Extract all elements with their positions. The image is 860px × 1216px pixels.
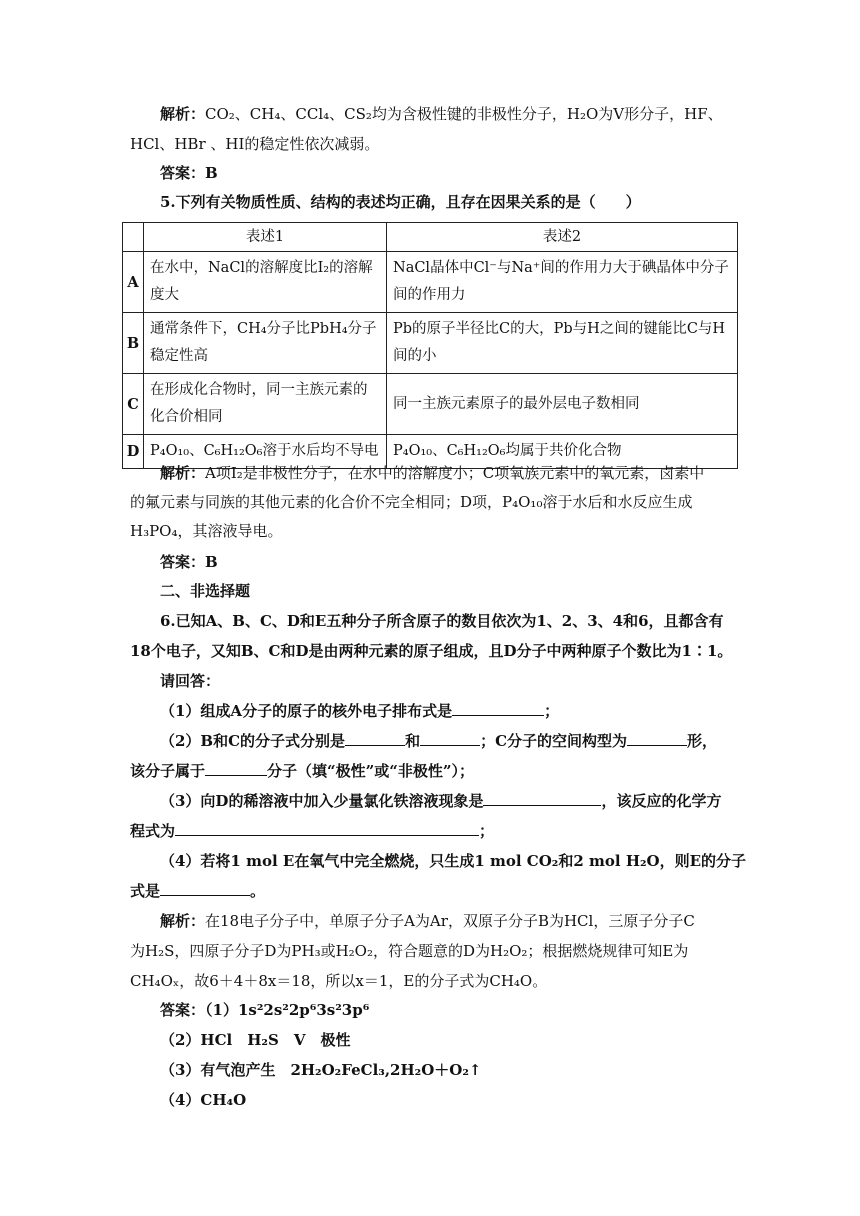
answer-blank[interactable] — [345, 731, 405, 746]
answer-blank[interactable] — [452, 701, 544, 716]
q5-row-b — [123, 313, 738, 374]
section-title: 二、非选择题 — [160, 582, 251, 600]
q6-part3-line1: （3）向D的稀溶液中加入少量氯化铁溶液现象是 ，该反应的化学方 — [160, 792, 722, 810]
answer-blank[interactable] — [627, 731, 687, 746]
q5-table — [122, 222, 738, 469]
q6-stem-line1: 6.已知A、B、C、D和E五种分子所含原子的数目依次为1、2、3、4和6，且都含有 — [160, 612, 724, 630]
q6-explanation-label: 解析： — [160, 912, 206, 930]
q4-explanation-line1 — [160, 104, 723, 124]
q5-answer: 答案：B — [160, 553, 218, 571]
row-statement-2: 同一主族元素原子的最外层电子数相同 — [387, 374, 738, 435]
q6-part3-line2: 程式为 ； — [130, 822, 495, 840]
row-statement-2: Pb的原子半径比C的大，Pb与H之间的键能比C与H间的小 — [387, 313, 738, 374]
row-statement-1: 通常条件下，CH₄分子比PbH₄分子稳定性高 — [144, 313, 387, 374]
answer-blank[interactable] — [205, 761, 267, 776]
answer-blank[interactable] — [160, 881, 250, 896]
q5-explanation-text1: A项I₂是非极性分子，在水中的溶解度小；C项氧族元素中的氧元素，卤素中 — [205, 464, 705, 482]
row-label: A — [123, 252, 144, 313]
q4-explanation-label: 解析： — [160, 105, 206, 123]
q6-answer-1: 答案：（1）1s²2s²2p⁶3s²3p⁶ — [160, 1001, 370, 1019]
q6-explanation-line3: CH₄Oₓ，故6＋4＋8x＝18，所以x＝1，E的分子式为CH₄O。 — [130, 972, 548, 990]
q6-prompt: 请回答： — [160, 672, 221, 690]
q4-explanation-text1: CO₂、CH₄、CCl₄、CS₂均为含极性键的非极性分子，H₂O为V形分子，HF、 — [205, 105, 723, 123]
row-label: D — [123, 435, 144, 469]
q4-answer: 答案：B — [160, 164, 218, 182]
row-label: B — [123, 313, 144, 374]
row-statement-1: 在水中，NaCl的溶解度比I₂的溶解度大 — [144, 252, 387, 313]
row-label: C — [123, 374, 144, 435]
q5-explanation-line3: H₃PO₄，其溶液导电。 — [130, 522, 283, 540]
q5-explanation-line2: 的氟元素与同族的其他元素的化合价不完全相同；D项，P₄O₁₀溶于水后和水反应生成 — [130, 493, 693, 511]
q5-row-c — [123, 374, 738, 435]
q5-stem: 5.下列有关物质性质、结构的表述均正确，且存在因果关系的是（ ） — [160, 193, 641, 211]
q6-part4-line2: 式是 。 — [130, 882, 266, 900]
q6-explanation-line2: 为H₂S，四原子分子D为PH₃或H₂O₂，符合题意的D为H₂O₂；根据燃烧规律可知E为 — [130, 942, 689, 960]
q5-header-s1: 表述1 — [144, 223, 387, 252]
q6-part4-line1: （4）若将1 mol E在氧气中完全燃烧，只生成1 mol CO₂和2 mol H₂O，则E的分子 — [160, 852, 747, 870]
row-statement-1: P₄O₁₀、C₆H₁₂O₆溶于水后均不导电 — [144, 435, 387, 469]
q5-header-s2: 表述2 — [387, 223, 738, 252]
q6-part2-line1: （2）B和C的分子式分别是 和 ；C分子的空间构型为 形， — [160, 732, 718, 750]
q6-answer-4: （4）CH₄O — [160, 1091, 247, 1109]
q6-answer-3: （3）有气泡产生 2H₂O₂FeCl₃,2H₂O＋O₂↑ — [160, 1061, 482, 1079]
answer-blank[interactable] — [175, 821, 479, 836]
q6-explanation-text1: 在18电子分子中，单原子分子A为Ar，双原子分子B为HCl，三原子分子C — [205, 912, 695, 930]
row-statement-2: NaCl晶体中Cl⁻与Na⁺间的作用力大于碘晶体中分子间的作用力 — [387, 252, 738, 313]
q5-row-a — [123, 252, 738, 313]
q6-explanation-line1 — [160, 911, 695, 931]
q5-explanation-label: 解析： — [160, 464, 206, 482]
q4-explanation-line2: HCl、HBr 、HI的稳定性依次减弱。 — [130, 135, 380, 153]
answer-blank[interactable] — [483, 791, 601, 806]
row-statement-2: P₄O₁₀、C₆H₁₂O₆均属于共价化合物 — [387, 435, 738, 469]
q6-part2-line2: 该分子属于 分子（填“极性”或“非极性”）； — [130, 762, 475, 780]
q6-answer-2: （2）HCl H₂S V 极性 — [160, 1031, 351, 1049]
q5-explanation-line1 — [160, 463, 704, 483]
q6-stem-line2: 18个电子，又知B、C和D是由两种元素的原子组成，且D分子中两种原子个数比为1∶1。 — [130, 642, 733, 660]
q5-table-header — [123, 223, 738, 252]
row-statement-1: 在形成化合物时，同一主族元素的化合价相同 — [144, 374, 387, 435]
q6-part1: （1）组成A分子的原子的核外电子排布式是 ； — [160, 702, 560, 720]
q5-header-corner — [123, 223, 144, 252]
answer-blank[interactable] — [420, 731, 480, 746]
